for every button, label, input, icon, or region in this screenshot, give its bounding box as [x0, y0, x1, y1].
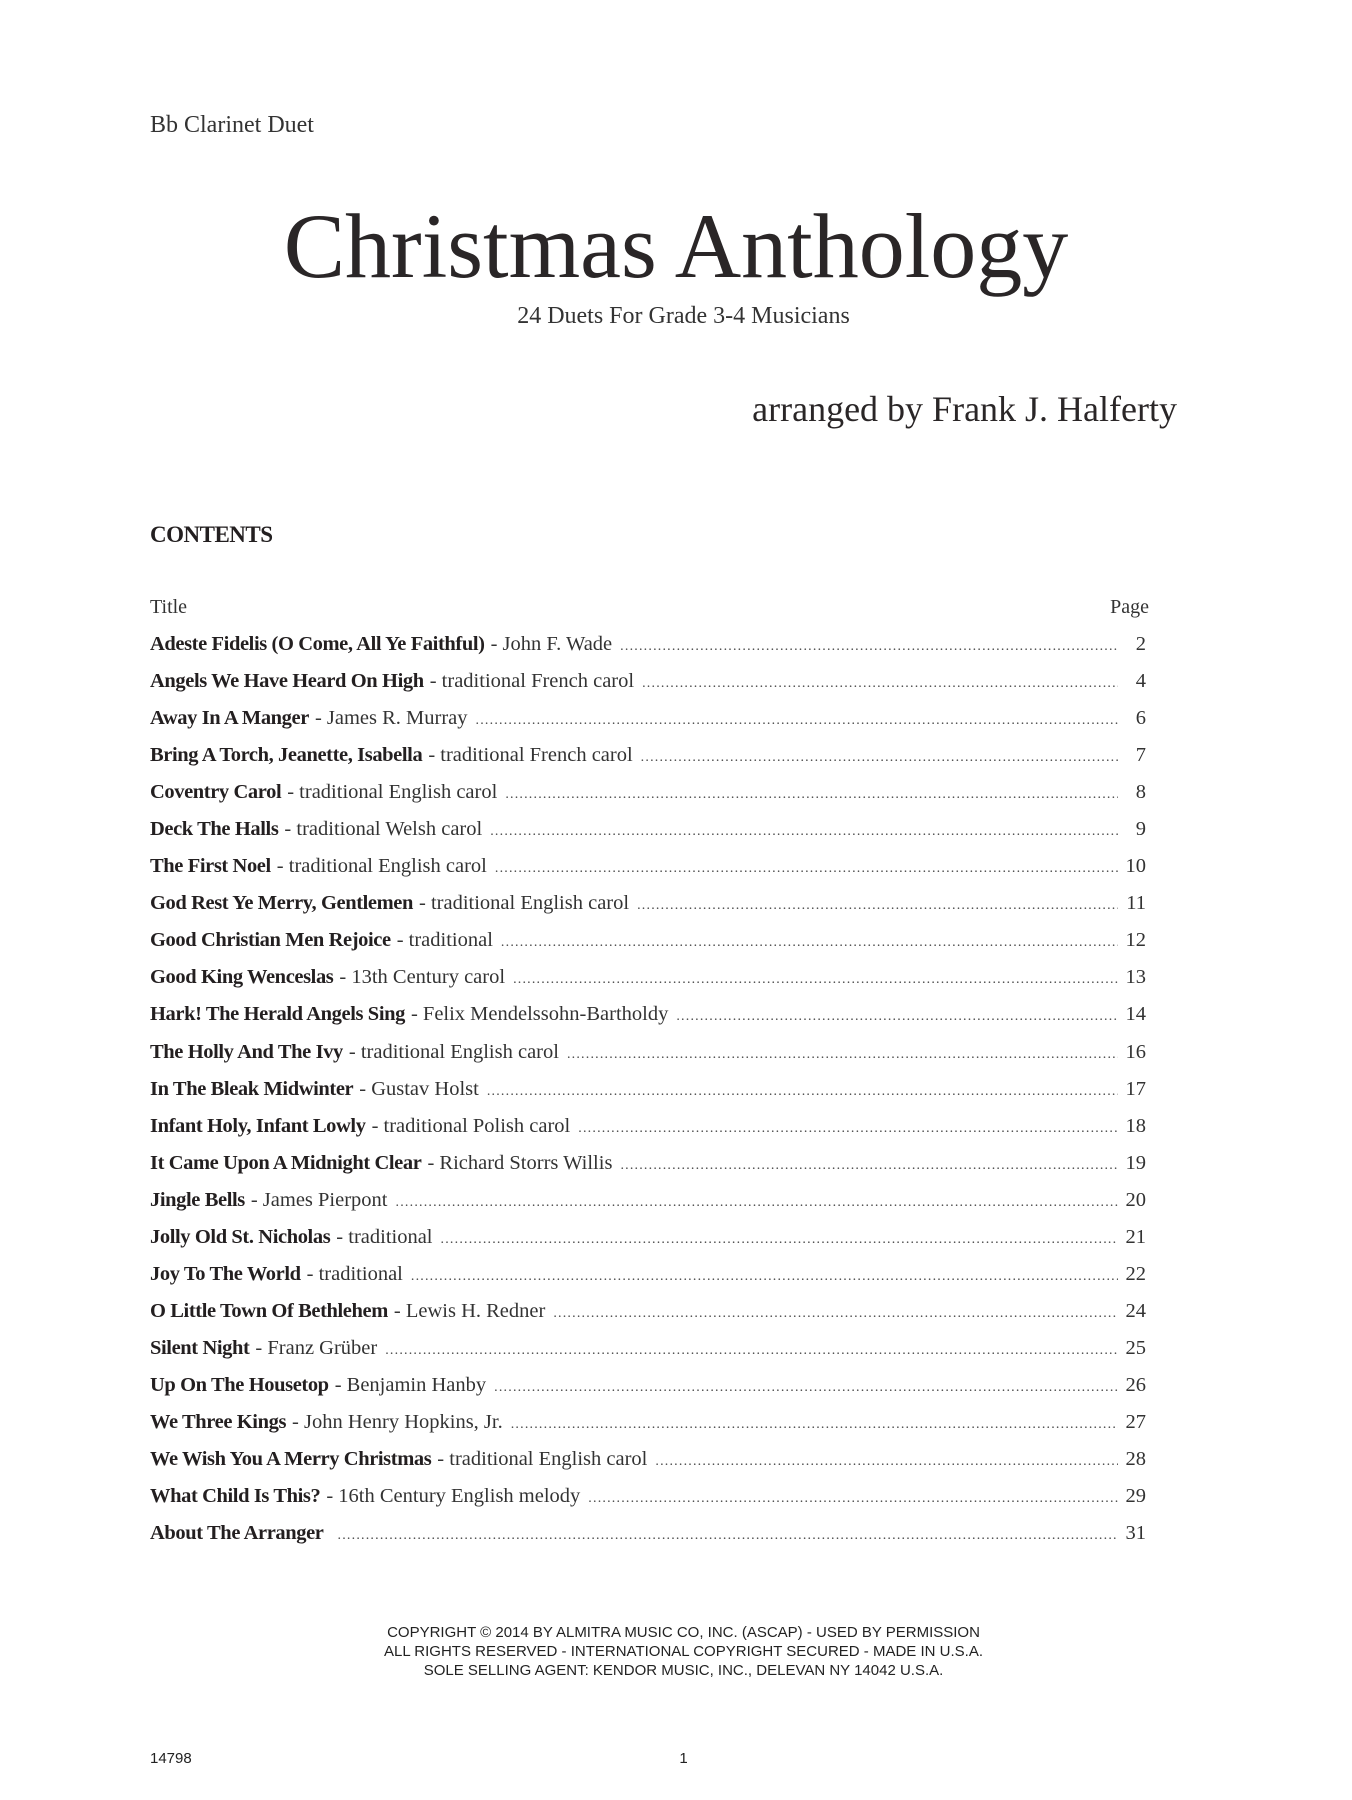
toc-row [150, 929, 1150, 966]
toc-entry-composer: - traditional Polish carol [371, 1114, 571, 1137]
toc-entry-composer: - traditional [396, 929, 493, 952]
toc-entry-composer: - traditional [306, 1262, 403, 1285]
toc-row [150, 966, 1150, 1003]
toc-entry-title: Angels We Have Heard On High [150, 670, 424, 693]
toc-row [150, 1189, 1150, 1226]
dot-leader [385, 1343, 1118, 1359]
dot-leader [338, 1528, 1118, 1544]
toc-entry-title: Hark! The Herald Angels Sing [150, 1003, 405, 1026]
toc-entry-page: 20 [1125, 1188, 1146, 1211]
toc-row [150, 781, 1150, 818]
toc-header [150, 596, 1150, 633]
copyright-line: SOLE SELLING AGENT: KENDOR MUSIC, INC., DELEVAN NY 14042 U.S.A. [423, 1662, 944, 1679]
toc-row [150, 1411, 1150, 1448]
toc-entry-page: 9 [1135, 818, 1146, 841]
page-number: 1 [679, 1750, 688, 1767]
toc-entry-page: 8 [1135, 781, 1146, 804]
toc-row [150, 1485, 1150, 1522]
toc-row [150, 1337, 1150, 1374]
toc-entry-composer: - traditional Welsh carol [284, 818, 483, 841]
toc-row [150, 670, 1150, 707]
toc-row [150, 707, 1150, 744]
toc-entry-title: Adeste Fidelis (O Come, All Ye Faithful) [150, 633, 485, 655]
dot-leader [495, 861, 1118, 877]
toc-entry-page: 13 [1125, 966, 1146, 989]
toc-entry-page: 10 [1125, 855, 1146, 878]
dot-leader [494, 1380, 1118, 1396]
toc-entry-page: 18 [1125, 1114, 1146, 1137]
toc-entry-page: 2 [1135, 633, 1146, 655]
toc-entry-title: God Rest Ye Merry, Gentlemen [150, 892, 414, 915]
toc-entry-page: 19 [1125, 1151, 1146, 1174]
instrument-label: Bb Clarinet Duet [150, 112, 314, 138]
toc-entry-page: 24 [1125, 1299, 1146, 1322]
toc-entry-composer: - Felix Mendelssohn-Bartholdy [410, 1003, 669, 1026]
toc-entry-page: 17 [1125, 1077, 1146, 1100]
dot-leader [567, 1047, 1118, 1063]
toc-entry-page: 11 [1126, 892, 1146, 915]
toc-entry-title: We Three Kings [150, 1410, 287, 1433]
toc-entry-page: 26 [1125, 1373, 1146, 1396]
toc-entry-title: Good Christian Men Rejoice [150, 929, 391, 952]
toc-entry-page: 27 [1125, 1410, 1146, 1433]
toc-row [150, 1300, 1150, 1337]
toc-entry-title: We Wish You A Merry Christmas [150, 1448, 432, 1471]
toc-entry-composer: - James R. Murray [314, 707, 468, 730]
toc-entry-title: Jingle Bells [150, 1188, 245, 1211]
toc-entry-page: 21 [1125, 1225, 1146, 1248]
toc-entry-composer: - traditional English carol [419, 892, 630, 915]
toc-entry-composer: - Richard Storrs Willis [427, 1151, 613, 1174]
toc-entry-title: About The Arranger [150, 1522, 324, 1545]
dot-leader [476, 713, 1118, 729]
catalog-number: 14798 [150, 1750, 192, 1767]
dot-leader [396, 1195, 1118, 1211]
toc-row [150, 892, 1150, 929]
toc-entry-title: What Child Is This? [150, 1485, 321, 1508]
toc-row [150, 1226, 1150, 1263]
toc-entry-composer: - Gustav Holst [359, 1077, 479, 1100]
toc-entry-title: Silent Night [150, 1336, 250, 1359]
toc-entry-composer: - John F. Wade [490, 633, 613, 655]
toc-entry-composer: - traditional French carol [428, 744, 633, 767]
toc-entry-composer: - James Pierpont [250, 1188, 388, 1211]
toc-entry-composer: - traditional English carol [276, 855, 487, 878]
toc-entry-title: Up On The Housetop [150, 1373, 329, 1396]
toc-entry-title: Coventry Carol [150, 781, 282, 804]
toc-row [150, 633, 1150, 670]
dot-leader [642, 676, 1118, 692]
toc-entry-composer: - traditional English carol [287, 781, 498, 804]
toc-entry-page: 7 [1135, 744, 1146, 767]
toc-entry-title: Bring A Torch, Jeanette, Isabella [150, 744, 423, 767]
dot-leader [513, 972, 1118, 988]
toc-entry-title: Deck The Halls [150, 818, 279, 841]
toc-row [150, 1003, 1150, 1040]
toc-entry-title: Joy To The World [150, 1262, 301, 1285]
copyright-line: ALL RIGHTS RESERVED - INTERNATIONAL COPYRIGHT SECURED - MADE IN U.S.A. [384, 1643, 983, 1660]
toc-entry-page: 29 [1125, 1485, 1146, 1508]
toc-row [150, 818, 1150, 855]
copyright-line: COPYRIGHT © 2014 BY ALMITRA MUSIC CO, INC. (ASCAP) - USED BY PERMISSION [387, 1624, 980, 1641]
dot-leader [487, 1084, 1118, 1100]
page-subtitle: 24 Duets For Grade 3-4 Musicians [517, 303, 850, 329]
dot-leader [641, 750, 1118, 766]
toc-row [150, 1078, 1150, 1115]
dot-leader [676, 1009, 1118, 1025]
toc-entry-title: The First Noel [150, 855, 271, 878]
toc-entry-composer: - Benjamin Hanby [334, 1373, 487, 1396]
toc-entry-composer: - Lewis H. Redner [393, 1299, 546, 1322]
toc-row [150, 1152, 1150, 1189]
toc-entry-composer: - Franz Grüber [255, 1336, 378, 1359]
toc-row [150, 1041, 1150, 1078]
dot-leader [490, 824, 1118, 840]
toc-entry-page: 6 [1135, 707, 1146, 730]
toc-entry-title: It Came Upon A Midnight Clear [150, 1151, 422, 1174]
dot-leader [620, 1158, 1118, 1174]
toc-list [150, 633, 1150, 1559]
toc-entry-page: 4 [1135, 670, 1146, 693]
dot-leader [553, 1306, 1118, 1322]
toc-row [150, 1448, 1150, 1485]
toc-entry-page: 16 [1125, 1040, 1146, 1063]
contents-heading: CONTENTS [150, 522, 273, 547]
toc-entry-title: O Little Town Of Bethlehem [150, 1299, 388, 1322]
toc-title-column-label: Title [150, 596, 188, 618]
toc-entry-title: Away In A Manger [150, 707, 309, 730]
arranger-credit: arranged by Frank J. Halferty [752, 389, 1177, 429]
toc-entry-title: In The Bleak Midwinter [150, 1077, 354, 1100]
toc-entry-composer: - traditional French carol [429, 670, 635, 693]
toc-entry-composer: - traditional [336, 1225, 433, 1248]
dot-leader [411, 1269, 1118, 1285]
dot-leader [637, 898, 1118, 914]
dot-leader [441, 1232, 1118, 1248]
dot-leader [620, 639, 1118, 655]
copyright-notice [0, 1623, 1352, 1680]
toc-entry-title: Jolly Old St. Nicholas [150, 1225, 331, 1248]
toc-entry-page: 22 [1125, 1262, 1146, 1285]
toc-entry-title: Good King Wenceslas [150, 966, 334, 989]
toc-row [150, 744, 1150, 781]
toc-row [150, 1374, 1150, 1411]
toc-row [150, 855, 1150, 892]
dot-leader [655, 1454, 1118, 1470]
toc-entry-title: Infant Holy, Infant Lowly [150, 1114, 366, 1137]
toc-entry-composer: - traditional English carol [437, 1448, 648, 1471]
toc-entry-page: 12 [1125, 929, 1146, 952]
dot-leader [511, 1417, 1118, 1433]
dot-leader [501, 935, 1118, 951]
toc-entry-composer: - 16th Century English melody [326, 1485, 581, 1508]
toc-row [150, 1115, 1150, 1152]
toc-entry-composer: - 13th Century carol [339, 966, 506, 989]
toc-entry-title: The Holly And The Ivy [150, 1040, 343, 1063]
dot-leader [588, 1491, 1118, 1507]
toc-page-column-label: Page [1110, 596, 1149, 618]
table-of-contents [150, 596, 1150, 1559]
dot-leader [505, 787, 1118, 803]
toc-entry-composer: - John Henry Hopkins, Jr. [292, 1410, 503, 1433]
toc-entry-page: 14 [1125, 1003, 1146, 1026]
toc-entry-page: 28 [1125, 1448, 1146, 1471]
toc-entry-composer: - traditional English carol [348, 1040, 559, 1063]
page-title: Christmas Anthology [283, 195, 1069, 297]
toc-row [150, 1263, 1150, 1300]
toc-row [150, 1522, 1150, 1559]
dot-leader [578, 1121, 1118, 1137]
toc-entry-page: 25 [1125, 1336, 1146, 1359]
toc-entry-page: 31 [1125, 1522, 1146, 1545]
